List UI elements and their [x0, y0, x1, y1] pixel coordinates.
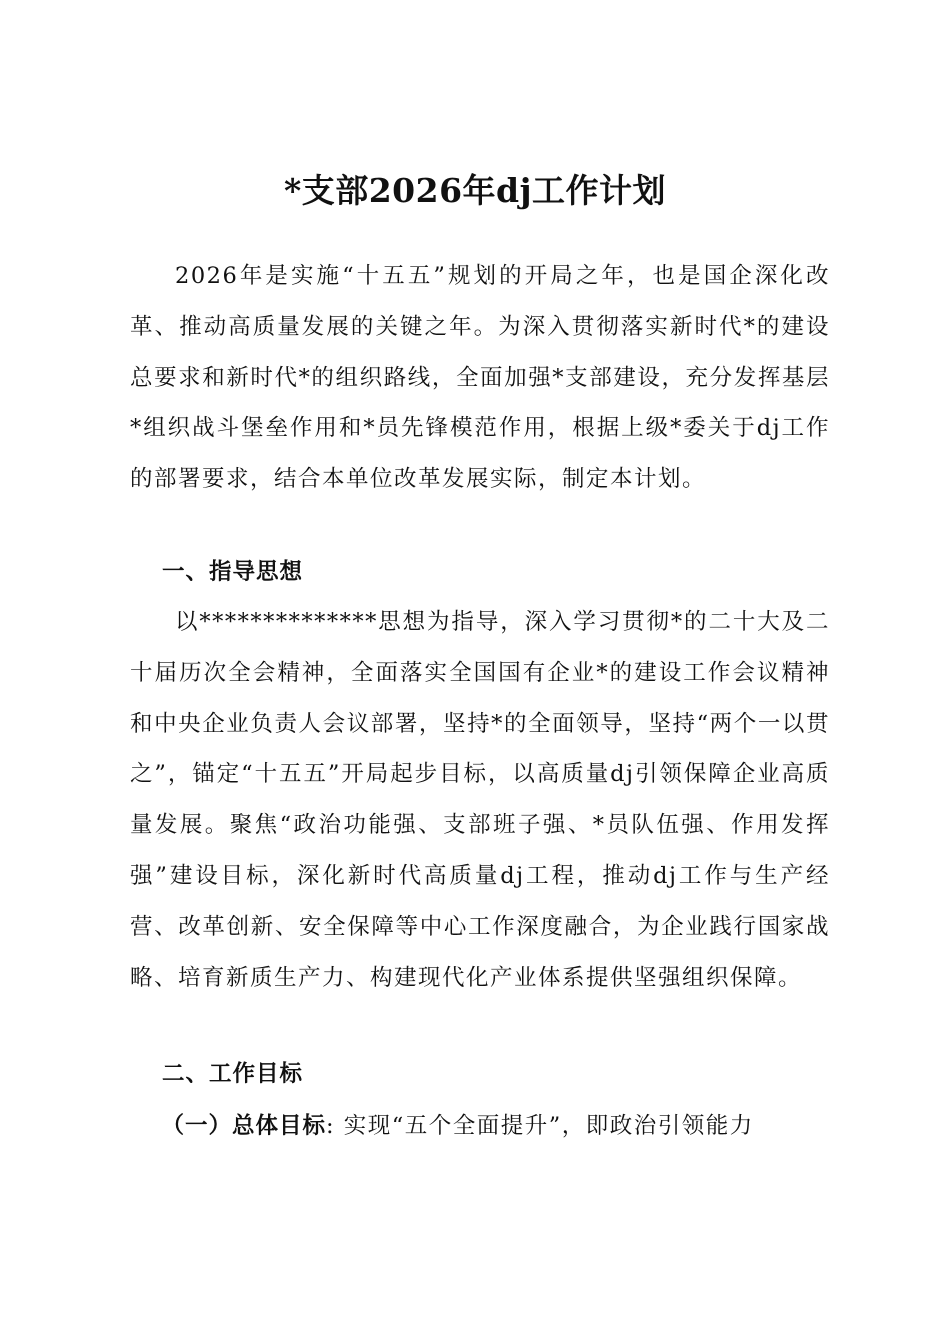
work-goals-block [130, 1101, 830, 1152]
overall-goal-text: : 实现“五个全面提升”，即政治引领能力 [326, 1113, 754, 1139]
overall-goal-paragraph [130, 1101, 830, 1152]
overall-goal-label: （一）总体目标 [161, 1113, 327, 1139]
guiding-ideology-paragraph: 以**************思想为指导，深入学习贯彻*的二十大及二十届历次全会精神，全面落实全国国有企业*的建设工作会议精神和中央企业负责人会议部署，坚持*的全面领导，坚持“两个一以贯之”，锚定“十五五”开局起步目标，以高质量dj引领保障企业高质量发展。聚焦“政治功能强、支部班子强、*员队伍强、作用发挥强”建设目标，深化新时代高质量dj工程，推动dj工作与生产经营、改革创新、安全保障等中心工作深度融合，为企业践行国家战略、培育新质生产力、构建现代化产业体系提供坚强组织保障。 [130, 609, 830, 991]
intro-block [130, 251, 830, 505]
section-heading-guiding-ideology: 一、指导思想 [162, 559, 304, 585]
document-title: *支部2026年dj工作计划 [283, 171, 667, 210]
section-heading-work-goals: 二、工作目标 [162, 1061, 304, 1087]
guiding-ideology-block [130, 597, 830, 1003]
intro-paragraph: 2026年是实施“十五五”规划的开局之年，也是国企深化改革、推动高质量发展的关键之年。为深入贯彻落实新时代*的建设总要求和新时代*的组织路线，全面加强*支部建设，充分发挥基层*组织战斗堡垒作用和*员先锋模范作用，根据上级*委关于dj工作的部署要求，结合本单位改革发展实际，制定本计划。 [130, 263, 830, 493]
